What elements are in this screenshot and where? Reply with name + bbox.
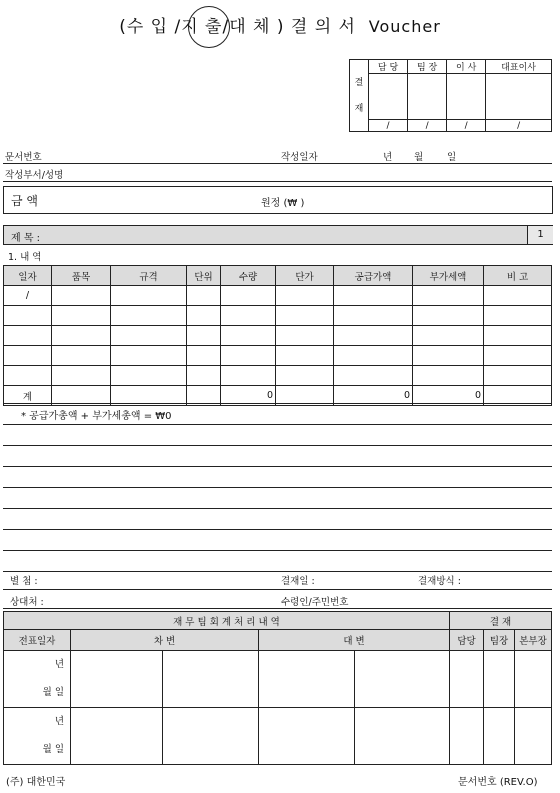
page-number: 1 — [527, 226, 553, 244]
subject-bar[interactable] — [3, 225, 553, 245]
approval-col-staff: 담 당 — [369, 60, 408, 74]
accounting-row: 년 월 일 — [4, 708, 552, 765]
approval-side-label: 결 재 — [350, 60, 369, 132]
col-note: 비 고 — [484, 266, 552, 286]
supply-total: 0 — [334, 386, 413, 406]
role-team-lead: 팀장 — [484, 630, 515, 651]
table-row — [4, 346, 552, 366]
partner-label: 상대처 : — [10, 597, 44, 608]
total-label: 계 — [4, 386, 52, 406]
title-part-income: (수 입 / — [119, 17, 182, 37]
approval-col-ceo: 대표이사 — [486, 60, 552, 74]
approval-col-director: 이 사 — [447, 60, 486, 74]
sign-date-staff: / — [369, 120, 408, 132]
sign-staff[interactable] — [369, 74, 408, 120]
vat-total: 0 — [413, 386, 484, 406]
accounting-title: 재 무 팀 회 계 처 리 내 역 — [4, 612, 450, 630]
divider — [3, 608, 552, 609]
slip-date-header: 전표일자 — [4, 630, 71, 651]
title-part-expense: 지 출 — [181, 17, 223, 37]
col-qty: 수량 — [221, 266, 276, 286]
approval-table — [349, 59, 552, 132]
sign-date-ceo: / — [486, 120, 552, 132]
table-row: / — [4, 286, 552, 306]
year-label: 년 — [383, 152, 393, 163]
title-english: Voucher — [368, 17, 441, 36]
dept-name-label: 작성부서/성명 — [5, 170, 64, 181]
divider — [3, 181, 552, 182]
payment-date-label: 결재일 : — [281, 576, 315, 587]
month-label: 월 — [414, 152, 424, 163]
day-label: 일 — [447, 152, 457, 163]
debit-header: 차 변 — [71, 630, 259, 651]
details-label: 1. 내 역 — [8, 252, 42, 263]
amount-unit: 원정 (₩ ) — [261, 198, 305, 209]
sign-director[interactable] — [447, 74, 486, 120]
table-row — [4, 326, 552, 346]
sum-text: * 공급가총액 + 부가세총액 = ₩0 — [3, 404, 552, 425]
document-title — [0, 12, 560, 37]
sign-date-team-lead: / — [408, 120, 447, 132]
selection-circle — [188, 6, 230, 48]
company-name: (주) 대한민국 — [6, 777, 66, 788]
divider — [3, 163, 552, 164]
col-date: 일자 — [4, 266, 52, 286]
sign-date-director: / — [447, 120, 486, 132]
col-spec: 규격 — [111, 266, 187, 286]
credit-header: 대 변 — [259, 630, 450, 651]
title-part-transfer: /대 체 ) 결 의 서 — [222, 17, 356, 37]
attachment-label: 별 첨 : — [10, 576, 38, 587]
doc-number-label: 문서번호 — [5, 152, 42, 163]
col-item: 품목 — [52, 266, 111, 286]
items-table — [3, 265, 552, 406]
memo-lines[interactable] — [3, 403, 552, 572]
payment-method-label: 결재방식 : — [418, 576, 461, 587]
amount-box[interactable] — [3, 186, 553, 214]
date-label: 작성일자 — [281, 152, 318, 163]
amount-label: 금 액 — [11, 194, 38, 208]
col-price: 단가 — [276, 266, 334, 286]
col-supply: 공급가액 — [334, 266, 413, 286]
document-revision: 문서번호 (REV.O) — [458, 777, 538, 788]
table-row — [4, 306, 552, 326]
receiver-label: 수령인/주민번호 — [281, 597, 349, 608]
accounting-row: 년 월 일 — [4, 651, 552, 708]
role-staff: 담당 — [450, 630, 484, 651]
col-vat: 부가세액 — [413, 266, 484, 286]
col-unit: 단위 — [187, 266, 221, 286]
subject-label: 제 목 : — [11, 233, 41, 244]
qty-total: 0 — [221, 386, 276, 406]
divider — [3, 589, 552, 590]
sign-ceo[interactable] — [486, 74, 552, 120]
sign-team-lead[interactable] — [408, 74, 447, 120]
table-row — [4, 366, 552, 386]
role-division-head: 본부장 — [515, 630, 552, 651]
accounting-table — [3, 611, 552, 765]
approval-col-team-lead: 팀 장 — [408, 60, 447, 74]
accounting-approval-title: 결 재 — [450, 612, 552, 630]
